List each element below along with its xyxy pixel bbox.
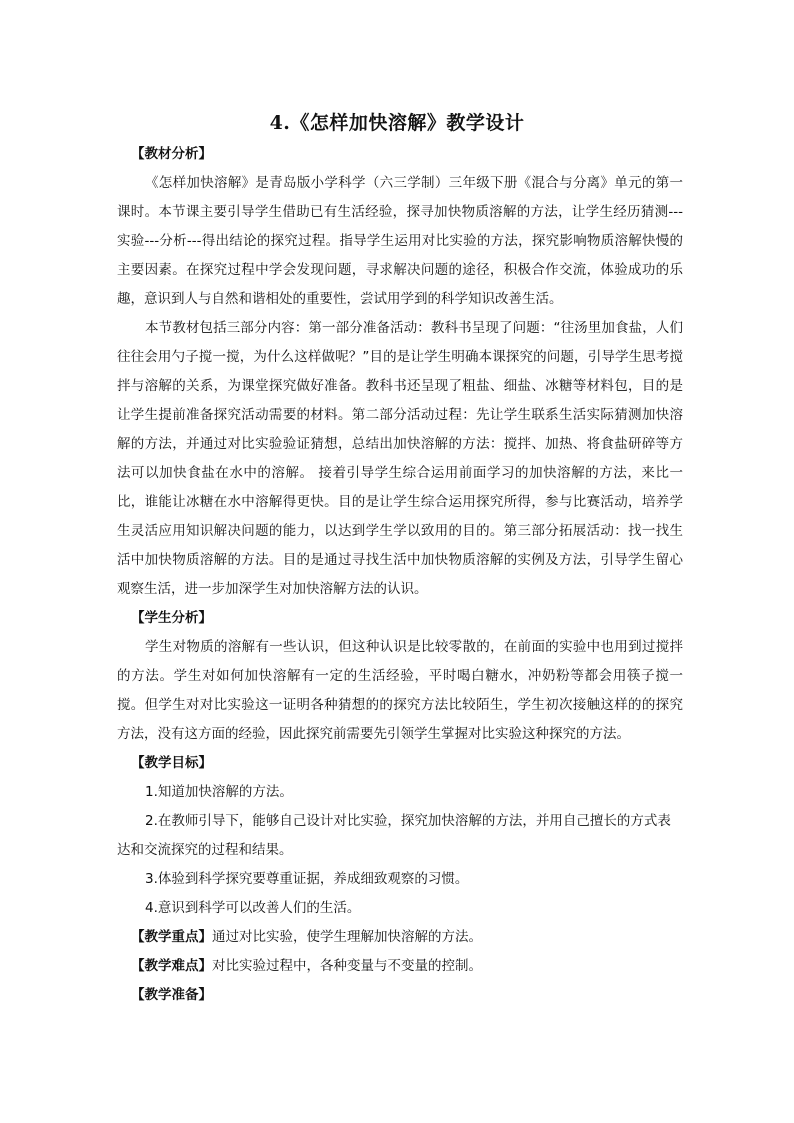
goal-item: 3.体验到科学探究要尊重证据，养成细致观察的习惯。 [145, 871, 469, 887]
paragraph: 学生对物质的溶解有一些认识，但这种认识是比较零散的，在前面的实验中也用到过搅拌的方法。学生对如何加快溶解有一定的生活经验，平时喝白糖水，冲奶粉等都会用筷子搅一搅。但学生对对比实验这一证明各种猜想的的探究方法比较陌生，学生初次接触这样的的探究方法，没有这方面的经验，因此探究前需要先引领学生掌握对比实验这种探究的方法。 [117, 639, 683, 742]
key-point-text: 通过对比实验，使学生理解加快溶解的方法。 [212, 929, 482, 945]
goal-item: 4.意识到科学可以改善人们的生活。 [145, 900, 361, 916]
difficulty-label: 【教学难点】 [131, 958, 212, 974]
goal-item: 1.知道加快溶解的方法。 [145, 784, 293, 800]
document-body [117, 140, 683, 1010]
section-heading-textbook: 【教材分析】 [131, 146, 212, 162]
key-point-line [117, 923, 683, 952]
key-point-label: 【教学重点】 [131, 929, 212, 945]
section-heading-goals: 【教学目标】 [131, 755, 212, 771]
paragraph: 《怎样加快溶解》是青岛版小学科学（六三学制）三年级下册《混合与分离》单元的第一课时。本节课主要引导学生借助已有生活经验，探寻加快物质溶解的方法，让学生经历猜测---实验---分析---得出结论的探究过程。指导学生运用对比实验的方法，探究影响物质溶解快慢的主要因素。在探究过程中学会发现问题，寻求解决问题的途径，积极合作交流，体验成功的乐趣，意识到人与自然和谐相处的重要性，尝试用学到的科学知识改善生活。 [117, 175, 683, 307]
section-heading-students: 【学生分析】 [131, 610, 212, 626]
difficulty-line [117, 952, 683, 981]
paragraph: 本节教材包括三部分内容：第一部分准备活动：教科书呈现了问题：“往汤里加食盐，人们往往会用勺子搅一搅，为什么这样做呢？”目的是让学生明确本课探究的问题，引导学生思考搅拌与溶解的关系，为课堂探究做好准备。教科书还呈现了粗盐、细盐、冰糖等材料包，目的是让学生提前准备探究活动需要的材料。第二部分活动过程：先让学生联系生活实际猜测加快溶解的方法，并通过对比实验验证猜想，总结出加快溶解的方法：搅拌、加热、将食盐研碎等方法可以加快食盐在水中的溶解。 接着引导学生综合运用前面学习的加快溶解的方法，来比一比，谁能让冰糖在水中溶解得更快。目的是让学生综合运用探究所得，参与比赛活动，培养学生灵活应用知识解决问题的能力，以达到学生学以致用的目的。第三部分拓展活动：找一找生活中加快物质溶解的方法。目的是通过寻找生活中加快物质溶解的实例及方法，引导学生留心观察生活，进一步加深学生对加快溶解方法的认识。 [117, 320, 683, 597]
difficulty-text: 对比实验过程中，各种变量与不变量的控制。 [212, 958, 482, 974]
goal-item: 2.在教师引导下，能够自己设计对比实验，探究加快溶解的方法，并用自己擅长的方式表达和交流探究的过程和结果。 [117, 813, 671, 858]
document-title: 4.《怎样加快溶解》教学设计 [269, 112, 525, 134]
section-heading-preparation: 【教学准备】 [131, 987, 212, 1003]
